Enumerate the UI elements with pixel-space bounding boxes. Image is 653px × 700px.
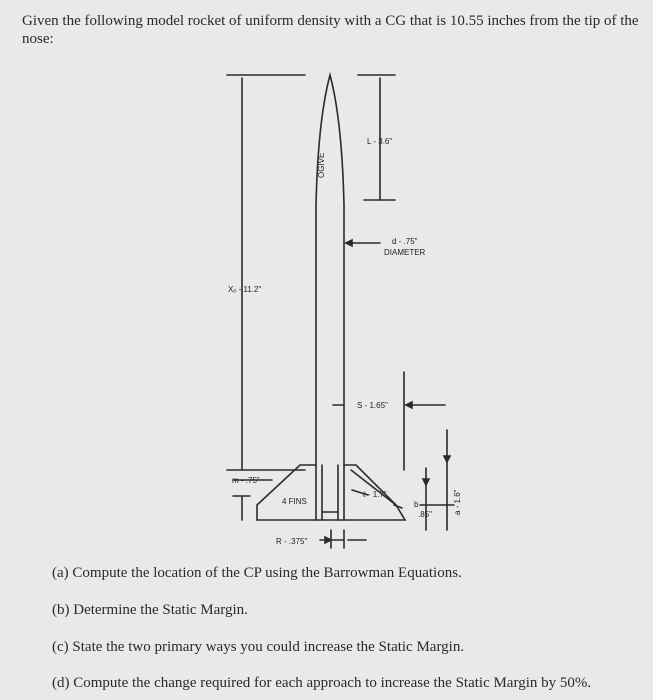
b-label: b -: [414, 500, 424, 509]
question-a: (a) Compute the location of the CP using the Barrowman Equations.: [52, 565, 462, 581]
diameter-value-label: d - .75": [392, 237, 418, 246]
r-label: R - .375": [276, 537, 308, 546]
s-label: S - 1.65": [357, 401, 388, 410]
nose-cone: [316, 75, 344, 205]
ogive-label: OGIVE: [317, 152, 326, 178]
question-b: (b) Determine the Static Margin.: [52, 602, 248, 618]
question-c: (c) State the two primary ways you could increase the Static Margin.: [52, 639, 465, 655]
problem-intro: Given the following model rocket of uniform density with a CG that is 10.55 inches from the tip of the nose:: [22, 13, 639, 47]
ell-label: ℓ - 1.7": [363, 490, 387, 499]
a-label: a - 1.6": [453, 489, 462, 515]
xf-label: Xₒ - 11.2": [228, 285, 262, 294]
m-label: m - .75": [232, 476, 260, 485]
fin-left: [257, 465, 316, 520]
question-d: (d) Compute the change required for each approach to increase the Static Margin by 50%.: [52, 675, 592, 691]
length-label: L - 3.6": [367, 137, 393, 146]
diameter-label: DIAMETER: [384, 248, 426, 257]
fins-label: 4 FINS: [282, 497, 307, 506]
b-value: .85": [418, 510, 432, 519]
